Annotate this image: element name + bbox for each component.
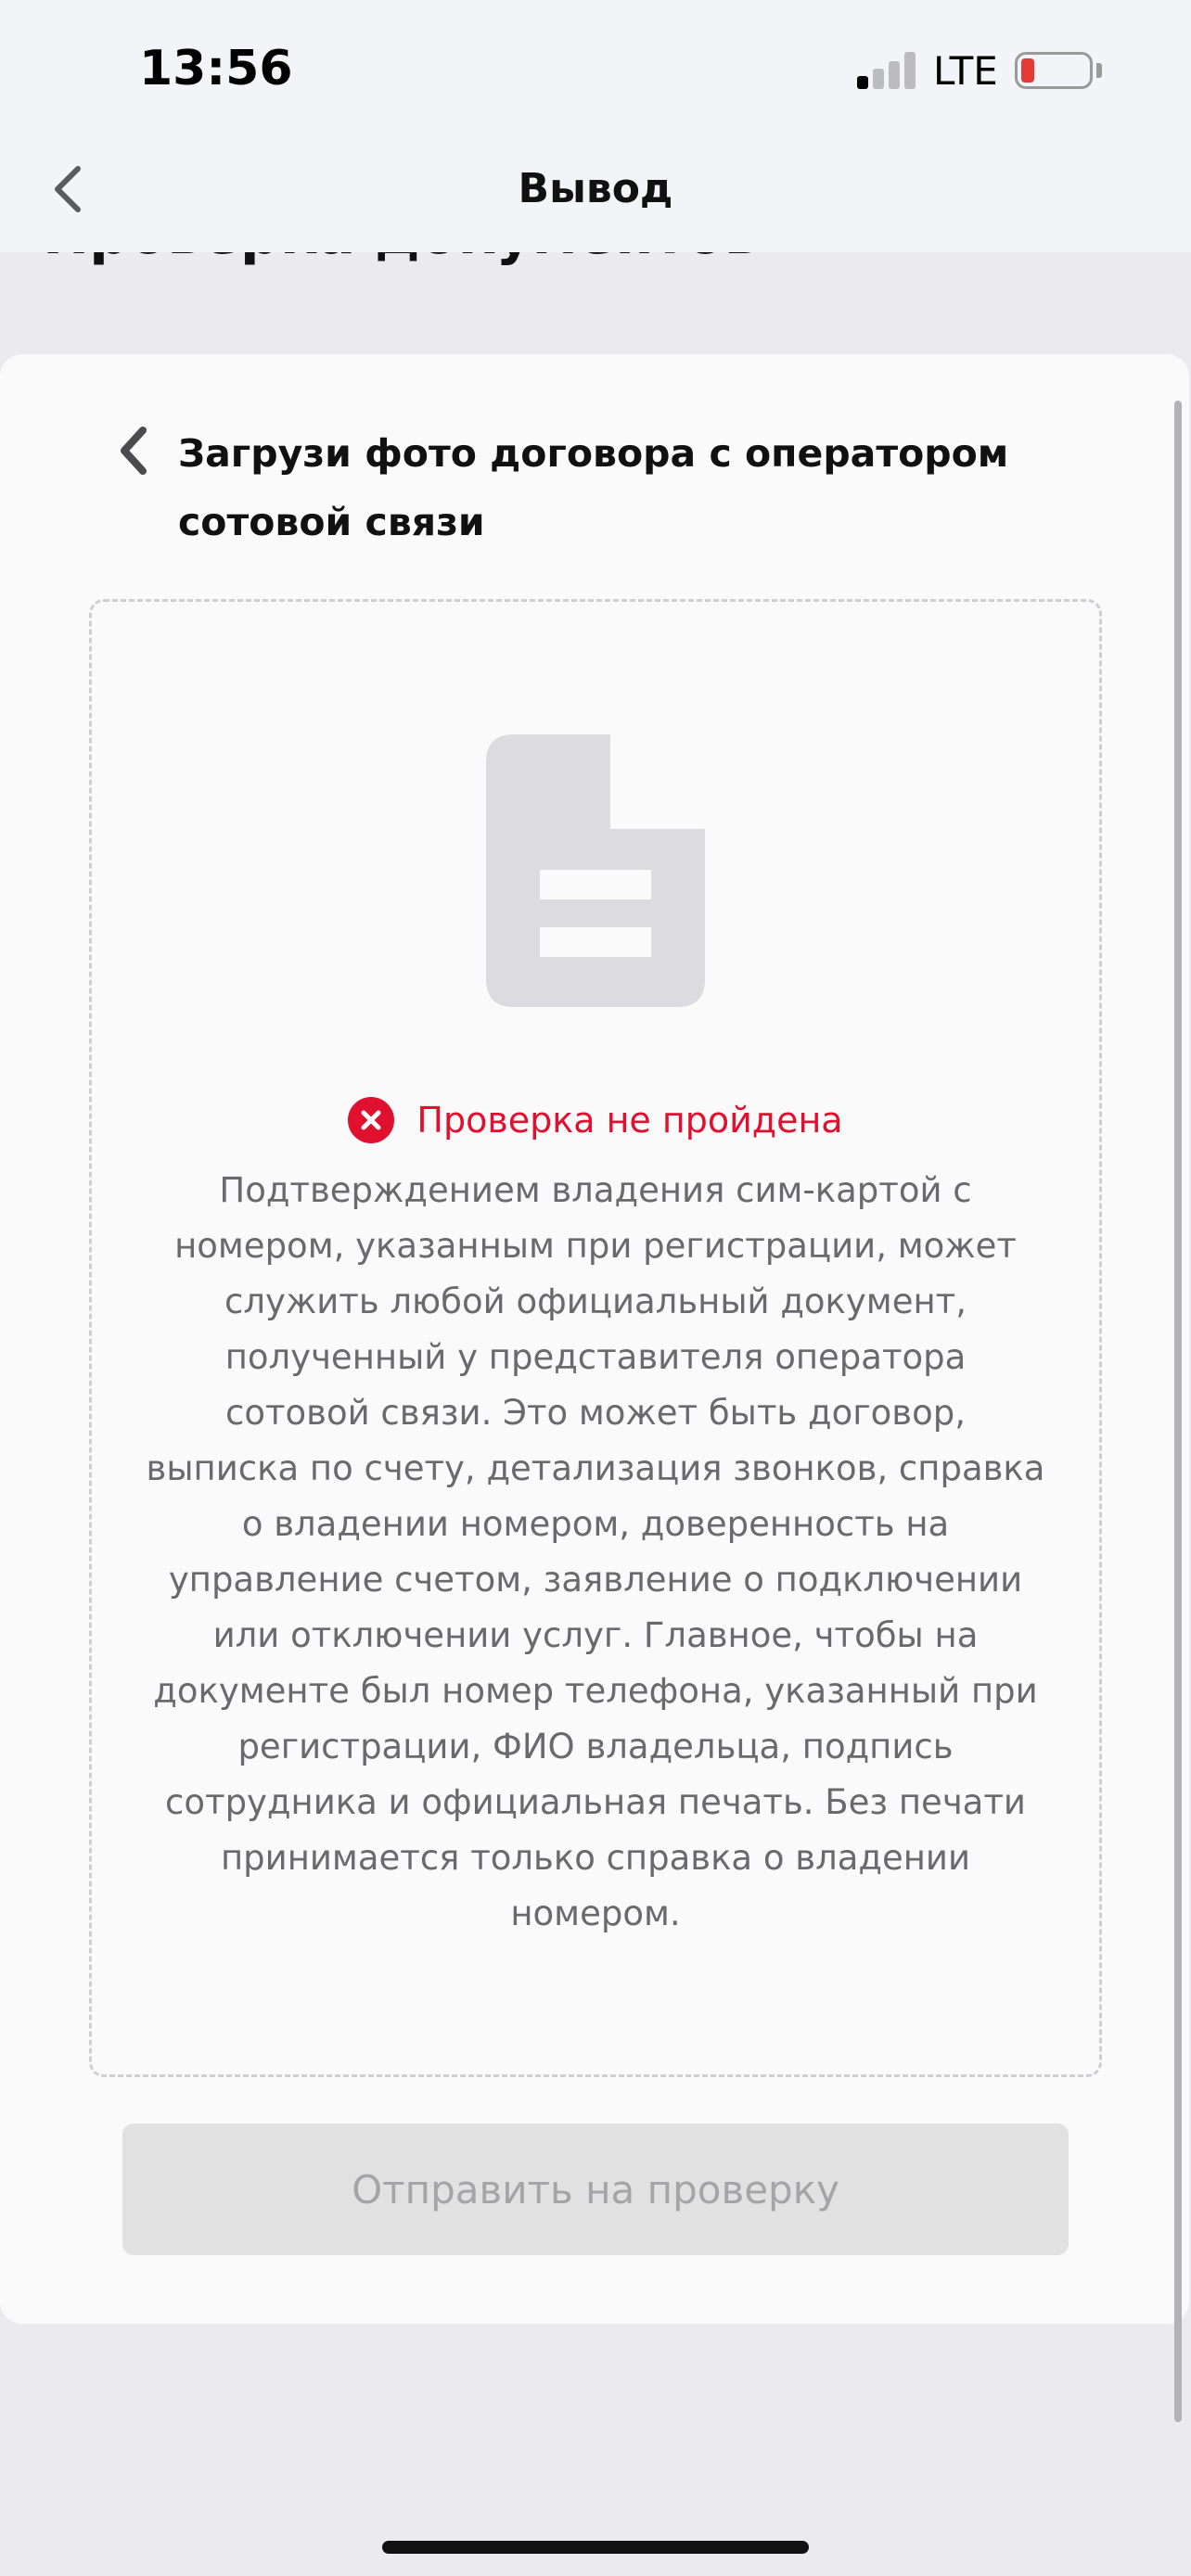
- submit-for-review-button[interactable]: Отправить на проверку: [122, 2123, 1069, 2255]
- description-line: сотрудника и официальная печать. Без печати: [165, 1782, 1026, 1822]
- description-line: сотовой связи. Это может быть договор,: [225, 1393, 966, 1433]
- description-line: выписка по счету, детализация звонков, справка: [146, 1448, 1045, 1488]
- header-title: Вывод: [518, 165, 673, 212]
- description-line: управление счетом, заявление о подключении: [168, 1560, 1023, 1600]
- document-icon: [486, 734, 705, 1007]
- status-text: Проверка не пройдена: [416, 1100, 843, 1141]
- battery-icon: [1015, 52, 1093, 89]
- chevron-left-icon: [113, 423, 154, 478]
- signal-icon: [857, 50, 918, 89]
- scrollbar[interactable]: [1174, 401, 1182, 2422]
- description-line: полученный у представителя оператора: [224, 1337, 967, 1377]
- battery-tip: [1096, 63, 1102, 78]
- description-line: или отключении услуг. Главное, чтобы на: [212, 1615, 979, 1655]
- top-bar: [0, 0, 1191, 252]
- verification-status: [0, 1094, 1191, 1146]
- network-type: LTE: [933, 48, 998, 94]
- card-title: Загрузи фото договора с оператором сотовой связи: [178, 431, 1009, 544]
- description-line: регистрации, ФИО владельца, подпись: [237, 1727, 954, 1766]
- card-back-button[interactable]: [113, 423, 154, 478]
- description-line: номером, указанным при регистрации, может: [174, 1226, 1017, 1266]
- description-line: номером.: [510, 1894, 681, 1933]
- error-x-icon: [348, 1097, 394, 1143]
- description-line: Подтверждением владения сим-картой с: [219, 1170, 972, 1210]
- description-line: документе был номер телефона, указанный при: [153, 1671, 1038, 1711]
- status-time: 13:56: [139, 41, 293, 96]
- description-line: о владении номером, доверенность на: [241, 1504, 950, 1544]
- description-line: принимается только справка о владении: [220, 1838, 971, 1878]
- home-indicator[interactable]: [382, 2541, 809, 2554]
- description-line: служить любой официальный документ,: [224, 1282, 967, 1321]
- requirements-description: [130, 1163, 1061, 1942]
